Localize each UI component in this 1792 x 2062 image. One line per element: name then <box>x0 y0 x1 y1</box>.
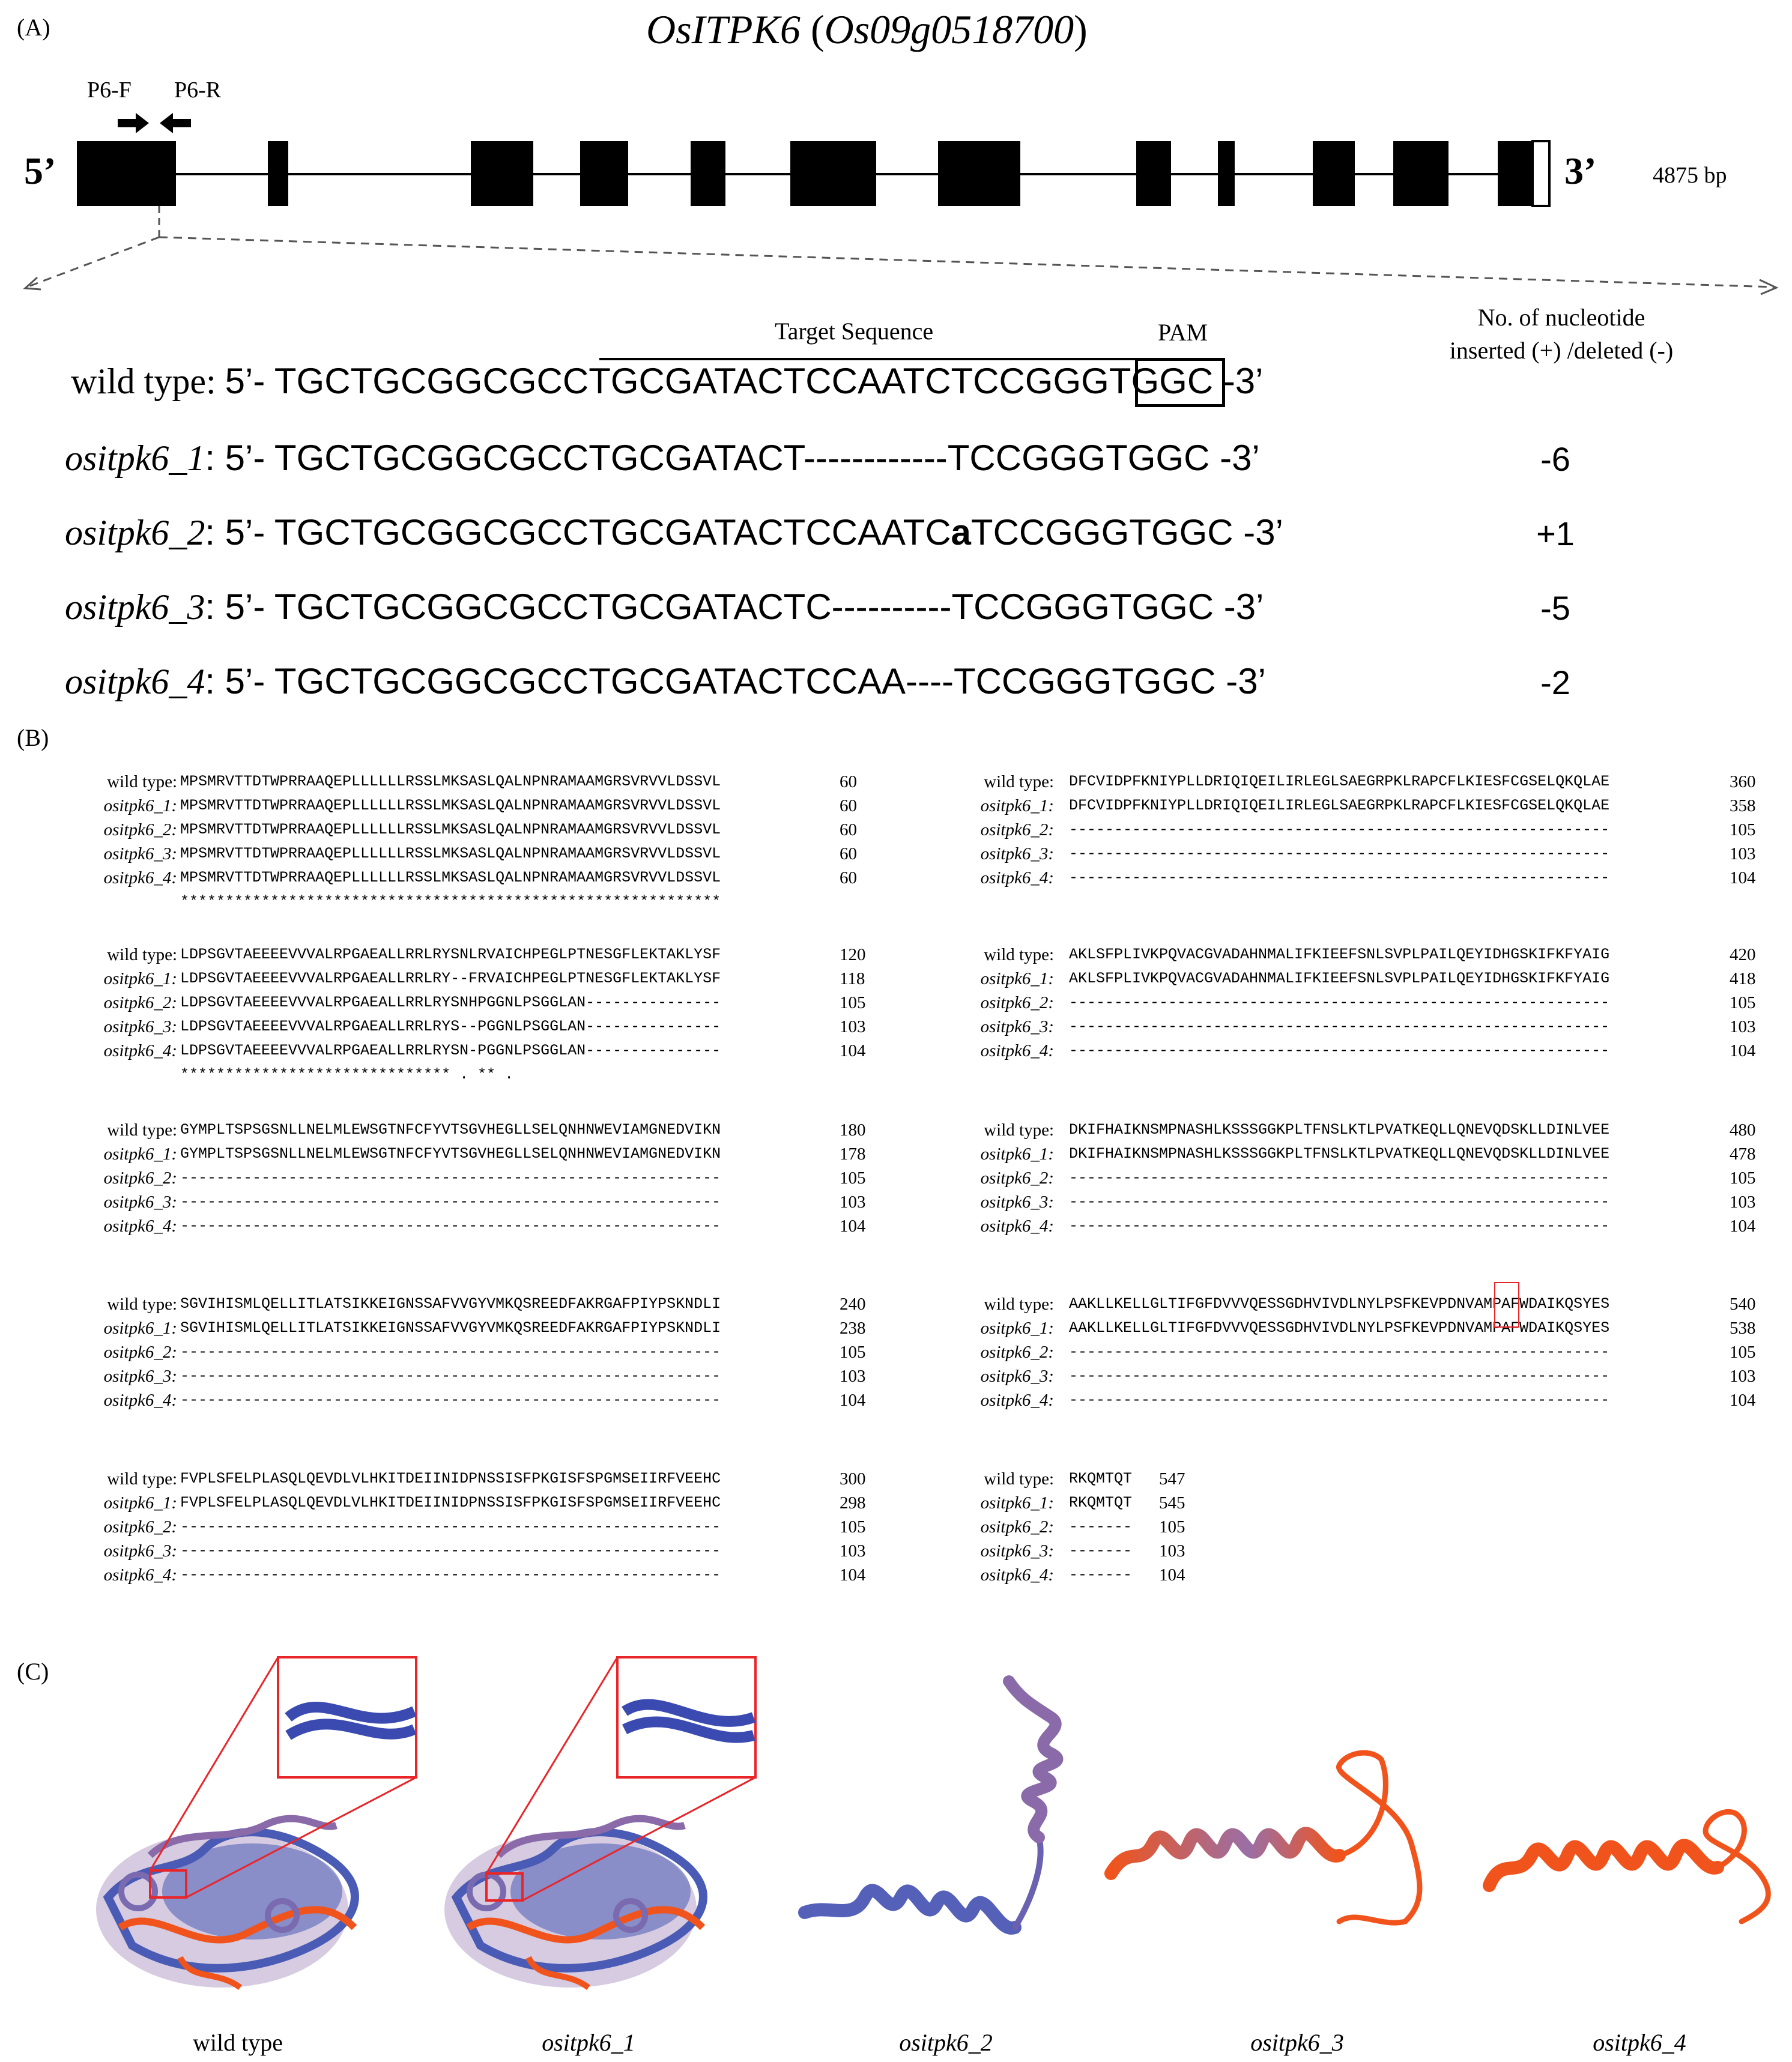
structure-caption: ositpk6_3 <box>1250 2029 1344 2056</box>
alignment-row-sequence: LDPSGVTAEEEEVVVALRPGAEALLRRLRYSNHPGGNLPSGGLAN--------------- <box>180 994 721 1011</box>
alignment-row-position: 105 <box>840 1517 866 1537</box>
seq-row-sequence-tail: TCCGGGTGGC -3’ <box>970 512 1283 552</box>
alignment-row-name: ositpk6_3: <box>980 1193 1054 1212</box>
alignment-row-name: wild type: <box>984 1120 1054 1140</box>
alignment-row <box>0 1166 1792 1190</box>
alignment-row-sequence: ------- <box>1069 1518 1133 1535</box>
alignment-row-position: 103 <box>1159 1541 1185 1561</box>
alignment-row-name: ositpk6_1: <box>103 1493 177 1513</box>
exon-12 <box>1498 141 1533 206</box>
alignment-row-name: wild type: <box>107 1469 177 1489</box>
alignment-row-sequence: AAKLLKELLGLTIFGFDVVVQESSGDHVIVDLNYLPSFKEVPDNVAMPAFWDAIKQSYES <box>1069 1319 1610 1337</box>
alignment-row-name: ositpk6_3: <box>103 1193 177 1212</box>
alignment-row-sequence: MPSMRVTTDTWPRRAAQEPLLLLLLRSSLMKSASLQALNPNRAMAAMGRSVRVVLDSSVL <box>180 797 721 814</box>
alignment-row <box>0 770 1792 794</box>
alignment-row-sequence: MPSMRVTTDTWPRRAAQEPLLLLLLRSSLMKSASLQALNPNRAMAAMGRSVRVVLDSSVL <box>180 869 721 886</box>
gene-locus: (Os09g0518700) <box>810 7 1088 52</box>
alignment-row-name: ositpk6_1: <box>103 796 177 815</box>
alignment-row-name: ositpk6_4: <box>980 1391 1054 1410</box>
alignment-row-name: ositpk6_2: <box>980 820 1054 839</box>
alignment-row-position: 358 <box>1730 796 1756 815</box>
alignment-row-name: ositpk6_2: <box>980 993 1054 1012</box>
alignment-row-sequence: LDPSGVTAEEEEVVVALRPGAEALLRRLRYS--PGGNLPSGGLAN--------------- <box>180 1018 721 1035</box>
indel-count: -6 <box>1540 440 1570 478</box>
gene-locus-id: Os09g0518700 <box>824 7 1074 52</box>
alignment-row-sequence: ------------------------------------------------------------ <box>1069 1217 1610 1235</box>
gene-length-label: 4875 bp <box>1653 163 1727 188</box>
alignment-row-sequence: GYMPLTSPSGSNLLNELMLEWSGTNFCFYVTSGVHEGLLSELQNHNWEVIAMGNEDVIKN <box>180 1121 721 1138</box>
alignment-row <box>0 991 1792 1015</box>
primer-forward-label: P6-F <box>87 77 132 103</box>
alignment-row-position: 420 <box>1730 945 1756 964</box>
alignment-row-name: ositpk6_4: <box>103 1041 177 1060</box>
alignment-row-position: 360 <box>1730 772 1756 791</box>
alignment-row-sequence: ------- <box>1069 1566 1133 1583</box>
utr-3prime <box>1533 141 1549 206</box>
alignment-row-sequence: FVPLSFELPLASQLQEVDLVLHKITDEIINIDPNSSISFPKGISFSPGMSEIIRFVEEHC <box>180 1470 721 1487</box>
alignment-row-position: 105 <box>1730 1169 1756 1188</box>
alignment-row <box>0 818 1792 842</box>
alignment-row-name: ositpk6_4: <box>980 1217 1054 1236</box>
alignment-row-name: ositpk6_1: <box>980 969 1054 988</box>
seq-row-name: ositpk6_2 <box>65 513 205 552</box>
alignment-row-position: 60 <box>840 796 857 815</box>
alignment-consensus <box>0 1063 1792 1087</box>
alignment-row-name: wild type: <box>107 945 177 964</box>
alignment-row-name: ositpk6_2: <box>980 1343 1054 1362</box>
seq-row-sequence: 5’- TGCTGCGGCGCCTGCGATACTCCAATCTCCGGGTGGC -3’ <box>225 361 1264 401</box>
alignment-row-name: ositpk6_1: <box>103 969 177 988</box>
alignment-consensus-symbols: ************************************************************ <box>180 893 721 910</box>
alignment-row-position: 178 <box>840 1144 866 1164</box>
alignment-row-sequence: ------------------------------------------------------------ <box>1069 1343 1610 1361</box>
alignment-row-position: 105 <box>840 1169 866 1188</box>
alignment-row-name: wild type: <box>984 945 1054 964</box>
seq-row-ositpk6-4 <box>65 661 1266 703</box>
alignment-row-sequence: MPSMRVTTDTWPRRAAQEPLLLLLLRSSLMKSASLQALNPNRAMAAMGRSVRVVLDSSVL <box>180 773 721 790</box>
panel-b-label: (B) <box>17 724 49 751</box>
alignment-row-name: wild type: <box>984 1295 1054 1314</box>
seq-row-sequence: : 5’- TGCTGCGGCGCCTGCGATACTCCAATC <box>205 512 951 552</box>
alignment-row <box>0 1388 1792 1412</box>
alignment-row-name: ositpk6_2: <box>980 1169 1054 1188</box>
alignment-row-position: 60 <box>840 820 857 839</box>
zoom-arrowhead-left <box>25 277 41 289</box>
exon-4 <box>580 141 628 206</box>
structure-caption: ositpk6_1 <box>542 2029 635 2056</box>
protein-structures <box>0 1645 1792 2006</box>
alignment-consensus <box>0 890 1792 914</box>
seq-row-name: wild type: <box>71 361 216 401</box>
seq-row-name: ositpk6_4 <box>65 662 205 701</box>
alignment-row <box>0 1539 1792 1563</box>
indel-count: -5 <box>1540 589 1570 627</box>
alignment-row-name: ositpk6_1: <box>103 1144 177 1164</box>
alignment-row-name: ositpk6_3: <box>103 1367 177 1386</box>
alignment-row-sequence: LDPSGVTAEEEEVVVALRPGAEALLRRLRYSN-PGGNLPSGGLAN--------------- <box>180 1042 721 1059</box>
alignment-row <box>0 1364 1792 1388</box>
alignment-row <box>0 1039 1792 1063</box>
alignment-row-position: 105 <box>840 1343 866 1362</box>
primer-reverse-arrow <box>160 113 191 133</box>
seq-row-wild-type <box>71 360 1264 402</box>
alignment-row-position: 478 <box>1730 1144 1756 1164</box>
alignment-row-sequence: ------------------------------------------------------------ <box>1069 869 1610 886</box>
alignment-row-sequence: DFCVIDPFKNIYPLLDRIQIQEILIRLEGLSAEGRPKLRAPCFLKIESFCGSELQKQLAE <box>1069 797 1610 814</box>
structure-wild-type <box>96 1657 416 1988</box>
alignment-row-position: 238 <box>840 1319 866 1338</box>
structure-ositpk6-1 <box>444 1657 755 1988</box>
exon-5 <box>691 141 725 206</box>
alignment-row <box>0 1467 1792 1491</box>
seq-row-ositpk6-1 <box>65 437 1260 479</box>
alignment-row-position: 60 <box>840 844 857 863</box>
alignment-row-position: 540 <box>1730 1295 1756 1314</box>
alignment-row-sequence: ------------------------------------------------------------ <box>1069 1391 1610 1409</box>
alignment-row-position: 105 <box>840 993 866 1012</box>
structure-ositpk6-3 <box>1111 1753 1420 1923</box>
alignment-row <box>0 1292 1792 1316</box>
seq-row-ositpk6-3 <box>65 586 1264 628</box>
indel-header-line-1: No. of nucleotide <box>1477 304 1645 331</box>
primer-reverse-label: P6-R <box>174 77 222 103</box>
exon-11 <box>1393 141 1448 206</box>
alignment-row-name: ositpk6_4: <box>103 1217 177 1236</box>
alignment-row-sequence: RKQMTQT <box>1069 1494 1133 1511</box>
alignment-row-name: ositpk6_3: <box>980 844 1054 863</box>
alignment-row <box>0 794 1792 818</box>
alignment-row-sequence: DFCVIDPFKNIYPLLDRIQIQEILIRLEGLSAEGRPKLRAPCFLKIESFCGSELQKQLAE <box>1069 773 1610 790</box>
gene-symbol: OsITPK6 <box>646 7 801 52</box>
alignment-row-name: wild type: <box>107 772 177 791</box>
alignment-row-sequence: ------------------------------------------------------------ <box>180 1566 721 1583</box>
alignment-row-sequence: ------------------------------------------------------------ <box>1069 1169 1610 1187</box>
alignment-row-name: ositpk6_4: <box>103 1391 177 1410</box>
alignment-row-sequence: FVPLSFELPLASQLQEVDLVLHKITDEIINIDPNSSISFPKGISFSPGMSEIIRFVEEHC <box>180 1494 721 1511</box>
alignment-row-position: 104 <box>1159 1565 1185 1585</box>
alignment-row-name: ositpk6_1: <box>980 1319 1054 1338</box>
alignment-row-position: 103 <box>840 1367 866 1386</box>
alignment-row-sequence: LDPSGVTAEEEEVVVALRPGAEALLRRLRYSNLRVAICHPEGLPTNESGFLEKTAKLYSF <box>180 946 721 963</box>
alignment-row-position: 103 <box>840 1541 866 1561</box>
alignment-row <box>0 1563 1792 1587</box>
alignment-row-name: ositpk6_4: <box>980 868 1054 887</box>
alignment-row-sequence: RKQMTQT <box>1069 1470 1133 1487</box>
alignment-row-name: ositpk6_4: <box>980 1565 1054 1585</box>
alignment-row <box>0 1491 1792 1515</box>
zoom-line-left <box>27 237 159 287</box>
exon-1 <box>77 141 176 206</box>
alignment-row-position: 105 <box>1730 1343 1756 1362</box>
indel-header-line-2: inserted (+) /deleted (-) <box>1449 337 1674 364</box>
structure-ositpk6-4 <box>1489 1812 1768 1921</box>
alignment-row-position: 103 <box>1730 1017 1756 1036</box>
alignment-row-position: 104 <box>1730 1217 1756 1236</box>
alignment-row-name: ositpk6_3: <box>103 844 177 863</box>
seq-row-ositpk6-2 <box>65 512 1283 554</box>
alignment-row-position: 104 <box>1730 868 1756 887</box>
alignment-row-sequence: AAKLLKELLGLTIFGFDVVVQESSGDHVIVDLNYLPSFKEVPDNVAMPAFWDAIKQSYES <box>1069 1295 1610 1313</box>
exon-6 <box>790 141 876 206</box>
alignment-row-name: ositpk6_3: <box>980 1017 1054 1036</box>
alignment-row-sequence: AKLSFPLIVKPQVACGVADAHNMALIFKIEEFSNLSVPLPAILQEYIDHGSKIFKFYAIG <box>1069 970 1610 987</box>
alignment-row-sequence: ------------------------------------------------------------ <box>180 1193 721 1211</box>
structure-caption: ositpk6_2 <box>899 2029 993 2056</box>
alignment-row-name: ositpk6_1: <box>980 1144 1054 1164</box>
alignment-row <box>0 1316 1792 1340</box>
alignment-row-position: 547 <box>1159 1469 1185 1489</box>
alignment-row-position: 104 <box>840 1217 866 1236</box>
alignment-row-position: 545 <box>1159 1493 1185 1513</box>
alignment-row-name: ositpk6_2: <box>980 1517 1054 1537</box>
alignment-row-sequence: ------------------------------------------------------------ <box>180 1518 721 1535</box>
seq-inserted-base: a <box>951 512 971 552</box>
alignment-row-sequence: LDPSGVTAEEEEVVVALRPGAEALLRRLRY--FRVAICHPEGLPTNESGFLEKTAKLYSF <box>180 970 721 987</box>
alignment-row-sequence: MPSMRVTTDTWPRRAAQEPLLLLLLRSSLMKSASLQALNPNRAMAAMGRSVRVVLDSSVL <box>180 845 721 862</box>
alignment-row-position: 60 <box>840 868 857 887</box>
structure-ositpk6-2 <box>805 1681 1058 1928</box>
alignment-row-name: ositpk6_2: <box>103 820 177 839</box>
alignment-row-name: wild type: <box>984 1469 1054 1489</box>
alignment-row-position: 103 <box>840 1017 866 1036</box>
alignment-row-sequence: AKLSFPLIVKPQVACGVADAHNMALIFKIEEFSNLSVPLPAILQEYIDHGSKIFKFYAIG <box>1069 946 1610 963</box>
alignment-row-sequence: DKIFHAIKNSMPNASHLKSSSGGKPLTFNSLKTLPVATKEQLLQNEVQDSKLLDINLVEE <box>1069 1121 1610 1138</box>
alignment-row-sequence: MPSMRVTTDTWPRRAAQEPLLLLLLRSSLMKSASLQALNPNRAMAAMGRSVRVVLDSSVL <box>180 821 721 838</box>
seq-row-sequence: : 5’- TGCTGCGGCGCCTGCGATACTCCAA----TCCGGGTGGC -3’ <box>205 661 1266 701</box>
alignment-row-position: 105 <box>1159 1517 1185 1537</box>
primer-forward-arrow <box>118 113 149 133</box>
alignment-row <box>0 1142 1792 1166</box>
exon-3 <box>471 141 533 206</box>
alignment-row-sequence: SGVIHISMLQELLITLATSIKKEIGNSSAFVVGYVMKQSREEDFAKRGAFPIYPSKNDLI <box>180 1319 721 1337</box>
alignment-row-position: 104 <box>840 1565 866 1585</box>
alignment-row-sequence: ------------------------------------------------------------ <box>1069 994 1610 1011</box>
alignment-row-name: ositpk6_2: <box>103 1343 177 1362</box>
alignment-row-position: 105 <box>1730 993 1756 1012</box>
five-prime-label: 5’ <box>24 150 56 192</box>
alignment-row-sequence: ------------------------------------------------------------ <box>180 1169 721 1187</box>
alignment-row-name: ositpk6_4: <box>103 1565 177 1585</box>
alignment-row-name: ositpk6_1: <box>103 1319 177 1338</box>
alignment-row-sequence: ------------------------------------------------------------ <box>180 1367 721 1385</box>
alignment-row <box>0 842 1792 866</box>
exon-8 <box>1136 141 1171 206</box>
alignment-row <box>0 967 1792 991</box>
exon-7 <box>938 141 1020 206</box>
alignment-row-position: 103 <box>840 1193 866 1212</box>
alignment-row-sequence: DKIFHAIKNSMPNASHLKSSSGGKPLTFNSLKTLPVATKEQLLQNEVQDSKLLDINLVEE <box>1069 1145 1610 1163</box>
three-prime-label: 3’ <box>1564 150 1597 192</box>
alignment-row-position: 118 <box>840 969 865 988</box>
alignment-row-name: wild type: <box>107 1120 177 1140</box>
alignment-row <box>0 1214 1792 1238</box>
alignment-row-name: ositpk6_4: <box>103 868 177 887</box>
seq-row-name: ositpk6_3 <box>65 587 205 627</box>
exon-10 <box>1313 141 1355 206</box>
alignment-row-sequence: GYMPLTSPSGSNLLNELMLEWSGTNFCFYVTSGVHEGLLSELQNHNWEVIAMGNEDVIKN <box>180 1145 721 1163</box>
alignment-row-name: ositpk6_1: <box>980 796 1054 815</box>
alignment-row-position: 105 <box>1730 820 1756 839</box>
alignment-row-sequence: ------------------------------------------------------------ <box>1069 1042 1610 1059</box>
alignment-row-position: 298 <box>840 1493 866 1513</box>
alignment-row-name: ositpk6_3: <box>103 1017 177 1036</box>
alignment-row-name: ositpk6_2: <box>103 1517 177 1537</box>
alignment-row-sequence: ------------------------------------------------------------ <box>180 1217 721 1235</box>
alignment-row-sequence: ------------------------------------------------------------ <box>180 1343 721 1361</box>
panel-a-label: (A) <box>17 14 50 41</box>
alignment-row-name: wild type: <box>107 1295 177 1314</box>
alignment-row-name: ositpk6_3: <box>103 1541 177 1561</box>
alignment-row-position: 103 <box>1730 844 1756 863</box>
alignment-row-position: 538 <box>1730 1319 1756 1338</box>
alignment-row-position: 103 <box>1730 1193 1756 1212</box>
indel-count: +1 <box>1536 515 1575 552</box>
structure-caption: ositpk6_4 <box>1593 2029 1686 2056</box>
alignment-row-name: ositpk6_2: <box>103 993 177 1012</box>
alignment-row-sequence: ------- <box>1069 1542 1133 1559</box>
alignment-row-position: 240 <box>840 1295 866 1314</box>
alignment-row <box>0 1515 1792 1539</box>
alignment-row-name: ositpk6_3: <box>980 1541 1054 1561</box>
alignment-row-name: ositpk6_4: <box>980 1041 1054 1060</box>
highlight-box-alignment <box>1494 1282 1519 1328</box>
alignment-row <box>0 1340 1792 1364</box>
seq-row-name: ositpk6_1 <box>65 438 205 478</box>
alignment-consensus-symbols: ****************************** . ** . <box>180 1066 514 1083</box>
seq-row-sequence: : 5’- TGCTGCGGCGCCTGCGATACT------------TCCGGGTGGC -3’ <box>205 438 1260 478</box>
alignment-row-position: 300 <box>840 1469 866 1489</box>
alignment-row-sequence: ------------------------------------------------------------ <box>1069 1018 1610 1035</box>
seq-row-sequence: : 5’- TGCTGCGGCGCCTGCGATACTC----------TCCGGGTGGC -3’ <box>205 587 1264 627</box>
panel-c-label: (C) <box>17 1658 49 1685</box>
alignment-row-sequence: ------------------------------------------------------------ <box>180 1391 721 1409</box>
alignment-row-name: wild type: <box>984 772 1054 791</box>
alignment-row-position: 60 <box>840 772 857 791</box>
alignment-row-position: 103 <box>1730 1367 1756 1386</box>
indel-count: -2 <box>1540 664 1570 701</box>
alignment-row <box>0 943 1792 967</box>
alignment-row-sequence: ------------------------------------------------------------ <box>1069 1193 1610 1211</box>
pam-label: PAM <box>1158 319 1208 346</box>
alignment-row-position: 104 <box>840 1391 866 1410</box>
alignment-row-name: ositpk6_2: <box>103 1169 177 1188</box>
alignment-row-position: 180 <box>840 1120 866 1140</box>
target-sequence-label: Target Sequence <box>775 318 934 345</box>
alignment-row-position: 104 <box>1730 1041 1756 1060</box>
zoom-line-right <box>159 237 1775 287</box>
alignment-row-position: 104 <box>840 1041 866 1060</box>
structure-caption: wild type <box>193 2029 283 2056</box>
gene-structure-diagram <box>0 0 1792 312</box>
alignment-row-position: 418 <box>1730 969 1756 988</box>
exon-9 <box>1218 141 1235 206</box>
alignment-row-name: ositpk6_1: <box>980 1493 1054 1513</box>
alignment-row <box>0 1190 1792 1214</box>
alignment-row-sequence: ------------------------------------------------------------ <box>1069 1367 1610 1385</box>
alignment-row <box>0 1118 1792 1142</box>
alignment-row-sequence: ------------------------------------------------------------ <box>1069 845 1610 862</box>
alignment-row-name: ositpk6_3: <box>980 1367 1054 1386</box>
alignment-row-sequence: ------------------------------------------------------------ <box>180 1542 721 1559</box>
alignment-row-position: 120 <box>840 945 866 964</box>
alignment-row <box>0 1015 1792 1039</box>
alignment-row-position: 480 <box>1730 1120 1756 1140</box>
alignment-row-position: 104 <box>1730 1391 1756 1410</box>
exon-2 <box>268 141 288 206</box>
alignment-row-sequence: SGVIHISMLQELLITLATSIKKEIGNSSAFVVGYVMKQSREEDFAKRGAFPIYPSKNDLI <box>180 1295 721 1313</box>
alignment-row <box>0 866 1792 890</box>
alignment-row-sequence: ------------------------------------------------------------ <box>1069 821 1610 838</box>
